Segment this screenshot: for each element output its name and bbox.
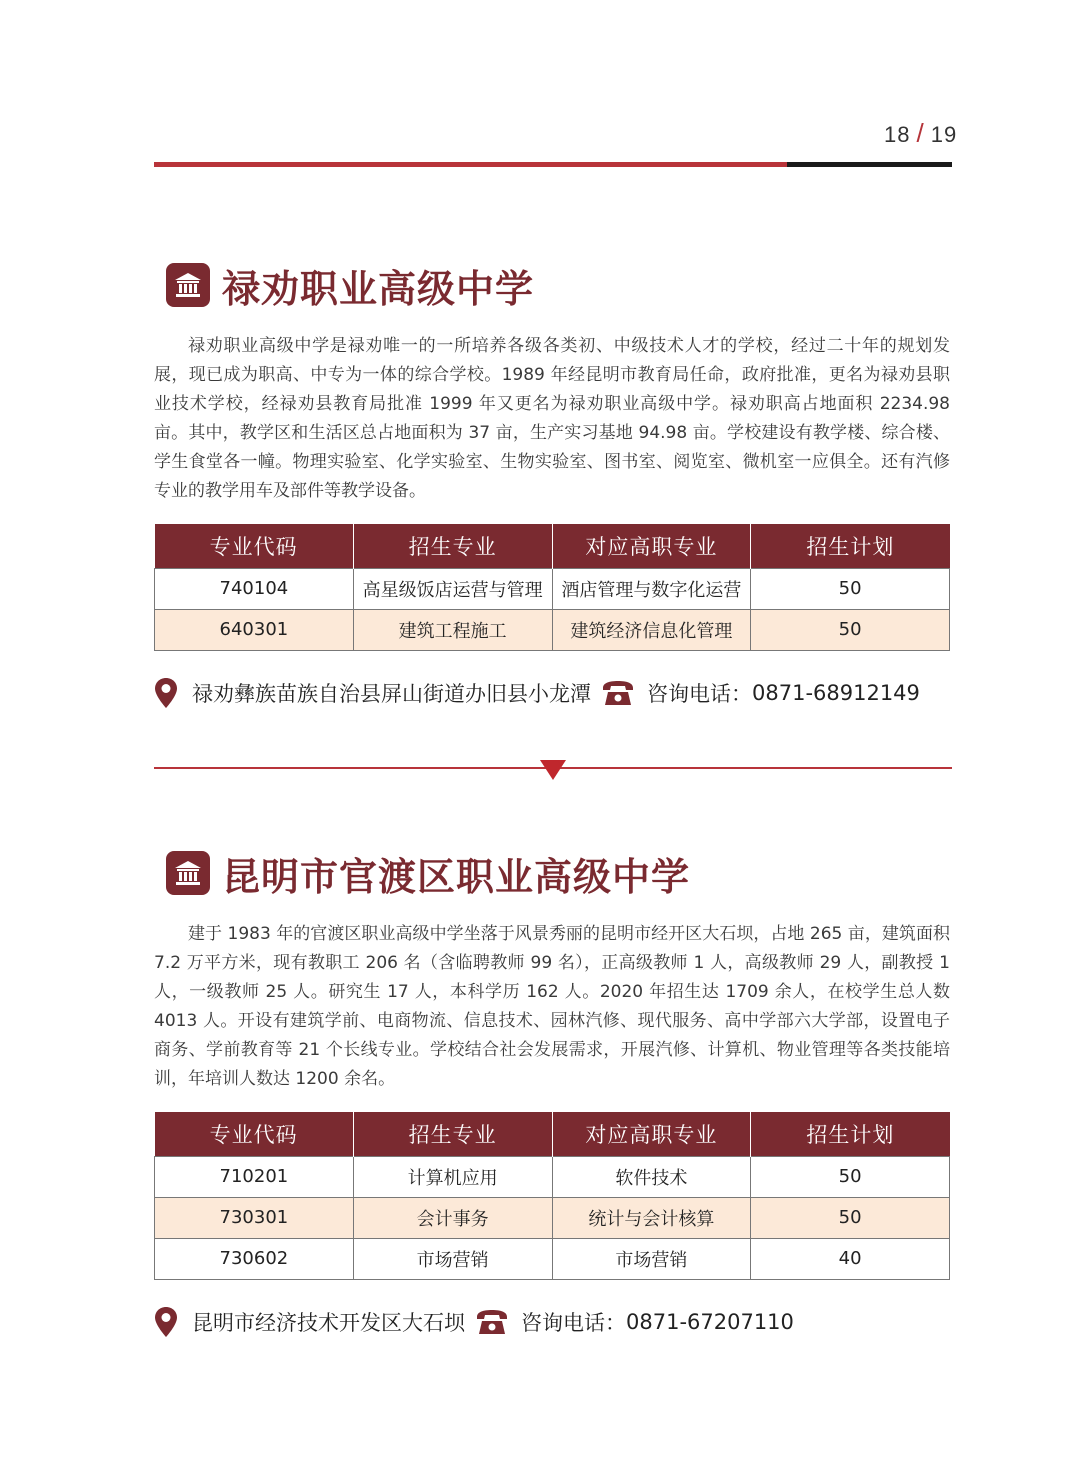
school-building-icon: [166, 851, 210, 895]
divider-triangle-icon: [540, 760, 566, 780]
cell-code: 740104: [155, 568, 354, 609]
page-number: [884, 118, 957, 149]
section-title: 禄劝职业高级中学: [222, 266, 535, 311]
cell-major: 建筑工程施工: [353, 609, 552, 650]
section-title-row: [154, 848, 950, 898]
telephone-icon: [601, 679, 635, 707]
section-description: 禄劝职业高级中学是禄劝唯一的一所培养各级各类初、中级技术人才的学校，经过二十年的规划发展，现已成为职高、中专为一体的综合学校。1989 年经昆明市教育局任命，政府批准，更名为禄劝县职业技术学校，经禄劝县教育局批准 1999 年又更名为禄劝职业高级中学。禄劝职高占地面积 2234.98 亩。其中，教学区和生活区总占地面积为 37 亩，生产实习基地 94.98 亩。学校建设有教学楼、综合楼、学生食堂各一幢。物理实验室、化学实验室、生物实验室、图书室、阅览室、微机室一应俱全。还有汽修专业的教学用车及部件等教学设备。: [154, 336, 950, 501]
section-description: 建于 1983 年的官渡区职业高级中学坐落于风景秀丽的昆明市经开区大石坝，占地 265 亩，建筑面积 7.2 万平方米，现有教职工 206 名（含临聘教师 99 名），正高级教师 1 人，高级教师 29 人，副教授 1 人，一级教师 25 人。研究生 17 人，本科学历 162 人。2020 年招生达 1709 余人，在校学生总人数 4013 人。开设有建筑学前、电商物流、信息技术、园林汽修、现代服务、高中学部六大学部，设置电子商务、学前教育等 21 个长线专业。学校结合社会发展需求，开展汽修、计算机、物业管理等各类技能培训，年培训人数达 1200 余名。: [154, 924, 950, 1089]
header-enrollment-plan: 招生计划: [751, 1112, 950, 1156]
table-row: [155, 1238, 950, 1279]
phone-label: 咨询电话：: [647, 681, 752, 706]
header-rule: [154, 162, 952, 167]
cell-code: 730301: [155, 1197, 354, 1238]
school-building-icon: [166, 263, 210, 307]
header-major: 招生专业: [353, 1112, 552, 1156]
cell-major: 市场营销: [353, 1238, 552, 1279]
cell-major: 计算机应用: [353, 1156, 552, 1197]
table-header-row: [155, 524, 950, 568]
table-row: [155, 609, 950, 650]
contact-row: [154, 677, 950, 709]
cell-major: 高星级饭店运营与管理: [353, 568, 552, 609]
phone-number[interactable]: 0871-67207110: [626, 1309, 794, 1334]
cell-plan: 40: [751, 1238, 950, 1279]
cell-higher-major: 市场营销: [552, 1238, 751, 1279]
cell-plan: 50: [751, 1197, 950, 1238]
table-row: [155, 1156, 950, 1197]
header-higher-vocational-major: 对应高职专业: [552, 524, 751, 568]
table-header-row: [155, 1112, 950, 1156]
table-row: [155, 568, 950, 609]
school-section-2: [154, 848, 950, 1338]
header-enrollment-plan: 招生计划: [751, 524, 950, 568]
cell-plan: 50: [751, 1156, 950, 1197]
contact-row: [154, 1306, 950, 1338]
page-current: 18: [884, 122, 911, 147]
header-major: 招生专业: [353, 524, 552, 568]
section-title-row: [154, 260, 950, 310]
phone-number[interactable]: 0871-68912149: [752, 680, 920, 705]
address-text: 昆明市经济技术开发区大石坝: [192, 1310, 465, 1335]
location-pin-icon: [154, 677, 178, 709]
school-section-1: [154, 260, 950, 709]
telephone-icon: [475, 1308, 509, 1336]
cell-code: 710201: [155, 1156, 354, 1197]
majors-table: [154, 1112, 950, 1280]
majors-table: [154, 524, 950, 651]
page-total: 19: [930, 122, 958, 147]
section-title: 昆明市官渡区职业高级中学: [222, 854, 691, 899]
location-pin-icon: [154, 1306, 178, 1338]
cell-higher-major: 统计与会计核算: [552, 1197, 751, 1238]
header-major-code: 专业代码: [155, 1112, 354, 1156]
cell-higher-major: 软件技术: [552, 1156, 751, 1197]
table-row: [155, 1197, 950, 1238]
cell-major: 会计事务: [353, 1197, 552, 1238]
address-text: 禄劝彝族苗族自治县屏山街道办旧县小龙潭: [192, 681, 591, 706]
header-higher-vocational-major: 对应高职专业: [552, 1112, 751, 1156]
cell-code: 730602: [155, 1238, 354, 1279]
header-major-code: 专业代码: [155, 524, 354, 568]
cell-plan: 50: [751, 568, 950, 609]
cell-higher-major: 酒店管理与数字化运营: [552, 568, 751, 609]
cell-plan: 50: [751, 609, 950, 650]
cell-higher-major: 建筑经济信息化管理: [552, 609, 751, 650]
phone-label: 咨询电话：: [521, 1310, 626, 1335]
page-separator: /: [916, 118, 925, 148]
cell-code: 640301: [155, 609, 354, 650]
